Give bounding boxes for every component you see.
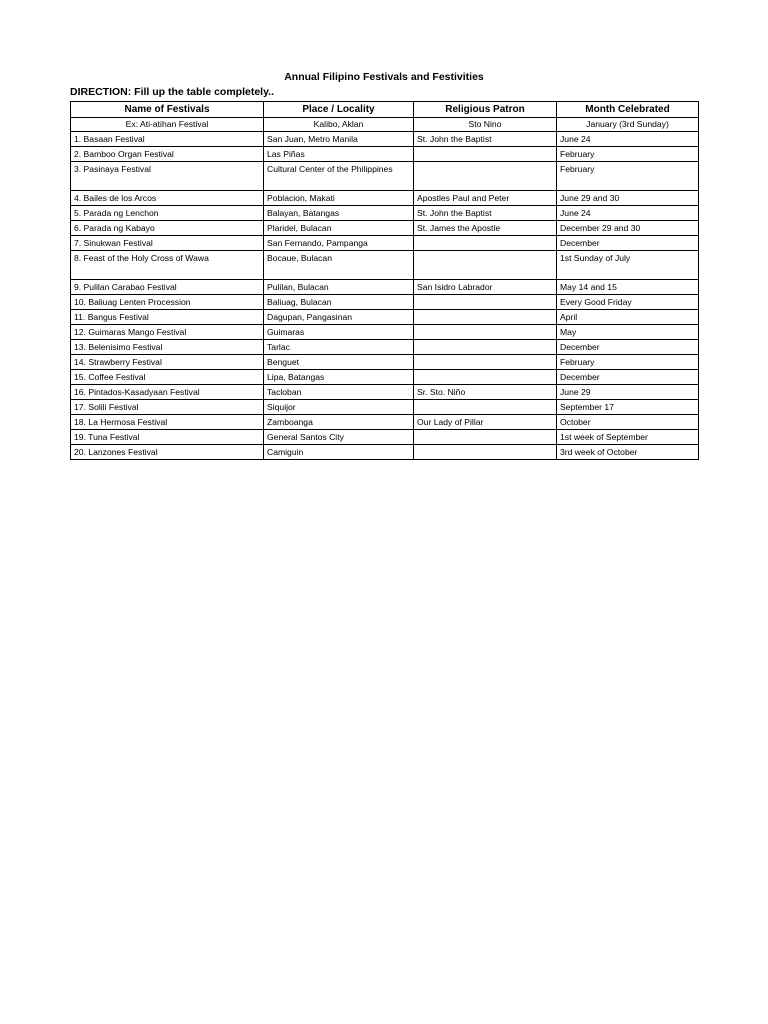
festival-place-cell: Lipa, Batangas (264, 370, 414, 385)
festival-name-cell: 2. Bamboo Organ Festival (71, 147, 264, 162)
festival-patron-cell (414, 445, 557, 460)
festival-month-cell: 1st Sunday of July (557, 251, 699, 280)
festival-name-cell: 10. Baliuag Lenten Procession (71, 295, 264, 310)
table-row (71, 370, 699, 385)
festival-place-cell: Siquijor (264, 400, 414, 415)
festival-month-cell: February (557, 147, 699, 162)
festival-patron-cell: San Isidro Labrador (414, 280, 557, 295)
table-row (71, 206, 699, 221)
example-patron: Sto Nino (414, 118, 557, 132)
example-row (71, 118, 699, 132)
table-row (71, 325, 699, 340)
festival-patron-cell (414, 147, 557, 162)
festival-month-cell: February (557, 162, 699, 191)
festival-patron-cell (414, 430, 557, 445)
festival-month-cell: December (557, 236, 699, 251)
festival-place-cell: Baliuag, Bulacan (264, 295, 414, 310)
table-row (71, 445, 699, 460)
table-row (71, 355, 699, 370)
festival-name-cell: 15. Coffee Festival (71, 370, 264, 385)
table-row (71, 340, 699, 355)
festival-patron-cell (414, 325, 557, 340)
festival-place-cell: San Fernando, Pampanga (264, 236, 414, 251)
festival-patron-cell (414, 400, 557, 415)
festival-place-cell: Balayan, Batangas (264, 206, 414, 221)
table-row (71, 400, 699, 415)
festivals-table (70, 101, 699, 460)
table-row (71, 430, 699, 445)
festival-place-cell: Poblacion, Makati (264, 191, 414, 206)
table-row (71, 191, 699, 206)
festival-place-cell: General Santos City (264, 430, 414, 445)
festival-patron-cell (414, 162, 557, 191)
festival-place-cell: Cultural Center of the Philippines (264, 162, 414, 191)
festival-patron-cell: St. John the Baptist (414, 206, 557, 221)
festival-month-cell: February (557, 355, 699, 370)
festival-month-cell: 3rd week of October (557, 445, 699, 460)
table-row (71, 221, 699, 236)
festival-name-cell: 19. Tuna Festival (71, 430, 264, 445)
festival-place-cell: Dagupan, Pangasinan (264, 310, 414, 325)
festival-patron-cell: St. James the Apostle (414, 221, 557, 236)
header-religious-patron: Religious Patron (414, 102, 557, 118)
festival-patron-cell (414, 236, 557, 251)
table-row (71, 415, 699, 430)
table-row (71, 147, 699, 162)
festival-name-cell: 9. Pulilan Carabao Festival (71, 280, 264, 295)
example-name: Ex: Ati-atihan Festival (71, 118, 264, 132)
festival-name-cell: 13. Belenisimo Festival (71, 340, 264, 355)
header-name-of-festivals: Name of Festivals (71, 102, 264, 118)
header-month-celebrated: Month Celebrated (557, 102, 699, 118)
festival-patron-cell (414, 310, 557, 325)
festival-name-cell: 12. Guimaras Mango Festival (71, 325, 264, 340)
direction-text: DIRECTION: Fill up the table completely.. (70, 86, 274, 98)
table-row (71, 251, 699, 280)
table-row (71, 132, 699, 147)
festival-name-cell: 16. Pintados-Kasadyaan Festival (71, 385, 264, 400)
festival-place-cell: Tacloban (264, 385, 414, 400)
festival-place-cell: Tarlac (264, 340, 414, 355)
festival-patron-cell: Our Lady of Pillar (414, 415, 557, 430)
festival-name-cell: 8. Feast of the Holy Cross of Wawa (71, 251, 264, 280)
festival-place-cell: San Juan, Metro Manila (264, 132, 414, 147)
festival-name-cell: 1. Basaan Festival (71, 132, 264, 147)
festival-place-cell: Plaridel, Bulacan (264, 221, 414, 236)
festival-name-cell: 4. Bailes de los Arcos (71, 191, 264, 206)
table-row (71, 295, 699, 310)
festival-month-cell: May (557, 325, 699, 340)
festival-name-cell: 3. Pasinaya Festival (71, 162, 264, 191)
festival-month-cell: June 29 (557, 385, 699, 400)
festival-place-cell: Guimaras (264, 325, 414, 340)
example-place: Kalibo, Aklan (264, 118, 414, 132)
table-row (71, 385, 699, 400)
page-title: Annual Filipino Festivals and Festivities (284, 71, 484, 83)
festival-patron-cell (414, 340, 557, 355)
table-row (71, 162, 699, 191)
table-row (71, 236, 699, 251)
festival-place-cell: Las Piñas (264, 147, 414, 162)
festival-patron-cell (414, 370, 557, 385)
header-place-locality: Place / Locality (264, 102, 414, 118)
example-month: January (3rd Sunday) (557, 118, 699, 132)
festival-place-cell: Bocaue, Bulacan (264, 251, 414, 280)
festival-name-cell: 5. Parada ng Lenchon (71, 206, 264, 221)
festival-patron-cell: St. John the Baptist (414, 132, 557, 147)
festival-month-cell: May 14 and 15 (557, 280, 699, 295)
table-header-row (71, 102, 699, 118)
festival-name-cell: 11. Bangus Festival (71, 310, 264, 325)
festival-name-cell: 18. La Hermosa Festival (71, 415, 264, 430)
festival-month-cell: October (557, 415, 699, 430)
festival-month-cell: December (557, 340, 699, 355)
festival-name-cell: 14. Strawberry Festival (71, 355, 264, 370)
festival-month-cell: June 29 and 30 (557, 191, 699, 206)
festival-month-cell: June 24 (557, 206, 699, 221)
festival-name-cell: 6. Parada ng Kabayo (71, 221, 264, 236)
festival-patron-cell (414, 295, 557, 310)
festival-name-cell: 17. Solili Festival (71, 400, 264, 415)
table-row (71, 310, 699, 325)
festival-patron-cell: Sr. Sto. Niño (414, 385, 557, 400)
festival-month-cell: Every Good Friday (557, 295, 699, 310)
festival-patron-cell (414, 251, 557, 280)
festival-name-cell: 7. Sinukwan Festival (71, 236, 264, 251)
festival-month-cell: December (557, 370, 699, 385)
festival-place-cell: Pulilan, Bulacan (264, 280, 414, 295)
festival-month-cell: December 29 and 30 (557, 221, 699, 236)
festival-month-cell: June 24 (557, 132, 699, 147)
festival-place-cell: Benguet (264, 355, 414, 370)
festival-place-cell: Camiguin (264, 445, 414, 460)
festival-name-cell: 20. Lanzones Festival (71, 445, 264, 460)
table-row (71, 280, 699, 295)
festival-month-cell: April (557, 310, 699, 325)
festival-patron-cell: Apostles Paul and Peter (414, 191, 557, 206)
festival-month-cell: September 17 (557, 400, 699, 415)
festival-month-cell: 1st week of September (557, 430, 699, 445)
festival-patron-cell (414, 355, 557, 370)
festival-place-cell: Zamboanga (264, 415, 414, 430)
